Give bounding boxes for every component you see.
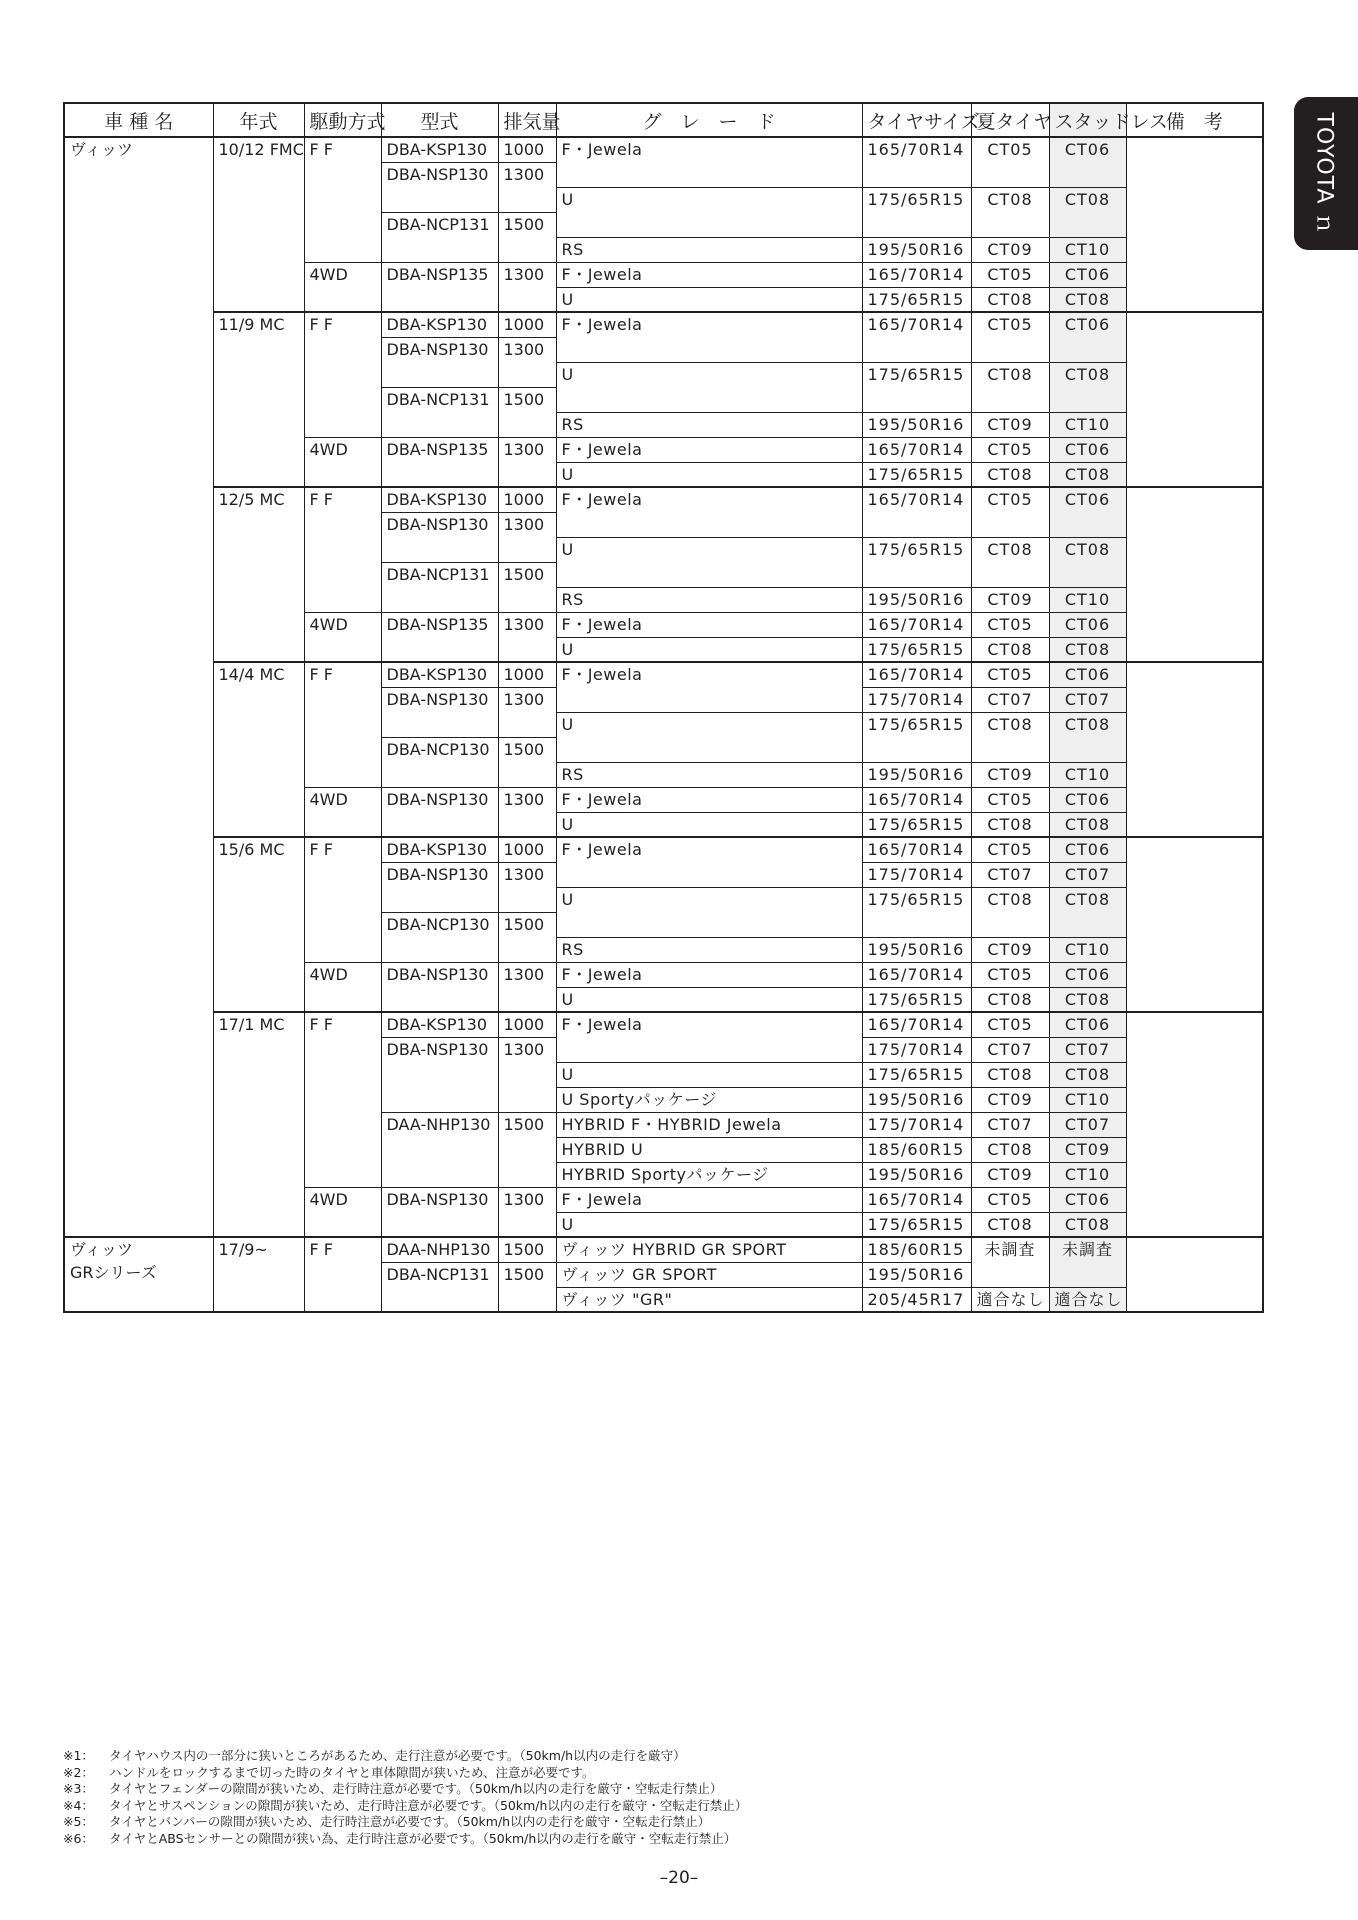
tire-size-cell: 175/65R15 — [862, 537, 971, 587]
studless-cell: CT06 — [1049, 1187, 1126, 1212]
displacement-cell: 1300 — [498, 162, 556, 212]
tire-size-cell: 175/65R15 — [862, 887, 971, 937]
type-cell: DBA-NSP130 — [381, 962, 498, 1012]
summer-tire-cell: CT08 — [971, 1137, 1049, 1162]
grade-cell: F・Jewela — [556, 837, 862, 887]
summer-tire-cell: CT07 — [971, 862, 1049, 887]
grade-cell: ヴィッツ HYBRID GR SPORT — [556, 1237, 862, 1262]
tire-size-cell: 165/70R14 — [862, 962, 971, 987]
tire-size-cell: 195/50R16 — [862, 1087, 971, 1112]
model-name-cell — [64, 137, 213, 1237]
grade-cell: RS — [556, 762, 862, 787]
spec-table-body — [64, 137, 1263, 1312]
footnote — [63, 1798, 1063, 1815]
grade-cell: U — [556, 187, 862, 237]
grade-cell: F・Jewela — [556, 662, 862, 712]
grade-cell: F・Jewela — [556, 487, 862, 537]
footnote — [63, 1765, 1063, 1782]
remarks-cell — [1126, 1237, 1263, 1312]
grade-cell: HYBRID Sportyパッケージ — [556, 1162, 862, 1187]
header-drive: 駆動方式 — [304, 103, 381, 137]
summer-tire-cell: CT07 — [971, 1112, 1049, 1137]
studless-cell: CT06 — [1049, 962, 1126, 987]
summer-tire-cell: CT05 — [971, 137, 1049, 187]
table-row — [64, 1012, 1263, 1037]
displacement-cell: 1300 — [498, 687, 556, 737]
tire-size-cell: 195/50R16 — [862, 762, 971, 787]
tire-size-cell: 175/70R14 — [862, 862, 971, 887]
page-number: –20– — [659, 1868, 699, 1888]
grade-cell: RS — [556, 937, 862, 962]
header-grade: グ レ ー ド — [556, 103, 862, 137]
footnote-text: タイヤとバンパーの隙間が狭いため、走行時注意が必要です。（50km/h以内の走行を厳守・空転走行禁止） — [109, 1814, 711, 1829]
footnotes — [63, 1748, 1063, 1847]
studless-cell: CT06 — [1049, 312, 1126, 362]
footnote-text: タイヤとABSセンサーとの隙間が狭い為、走行時注意が必要です。（50km/h以内の走行を厳守・空転走行禁止） — [109, 1830, 737, 1846]
summer-tire-cell: CT09 — [971, 587, 1049, 612]
displacement-cell: 1300 — [498, 962, 556, 1012]
summer-tire-cell: CT05 — [971, 837, 1049, 862]
table-row — [64, 312, 1263, 337]
tire-size-cell: 195/50R16 — [862, 587, 971, 612]
tire-size-cell: 165/70R14 — [862, 837, 971, 862]
tire-size-cell: 165/70R14 — [862, 437, 971, 462]
displacement-cell: 1000 — [498, 312, 556, 337]
tire-size-cell: 175/70R14 — [862, 1112, 971, 1137]
studless-cell: CT08 — [1049, 987, 1126, 1012]
summer-tire-cell: CT09 — [971, 237, 1049, 262]
side-tab-label: TOYOTA ｎ — [1311, 112, 1337, 235]
type-cell: DBA-NCP131 — [381, 387, 498, 437]
displacement-cell: 1500 — [498, 387, 556, 437]
grade-cell: U — [556, 537, 862, 587]
displacement-cell: 1000 — [498, 487, 556, 512]
studless-cell: CT06 — [1049, 612, 1126, 637]
summer-tire-cell: CT07 — [971, 687, 1049, 712]
model-name-line: ヴィッツ — [70, 1240, 134, 1259]
drive-cell: 4WD — [304, 1187, 381, 1237]
summer-tire-cell: CT08 — [971, 712, 1049, 762]
displacement-cell: 1500 — [498, 562, 556, 612]
summer-tire-cell: CT05 — [971, 312, 1049, 362]
tire-size-cell: 175/70R14 — [862, 687, 971, 712]
studless-cell: CT08 — [1049, 887, 1126, 937]
summer-tire-cell: CT09 — [971, 1162, 1049, 1187]
drive-cell: F F — [304, 137, 381, 262]
studless-cell: CT06 — [1049, 437, 1126, 462]
remarks-cell — [1126, 837, 1263, 1012]
grade-cell: U — [556, 287, 862, 312]
grade-cell: U — [556, 1212, 862, 1237]
type-cell: DBA-NSP135 — [381, 437, 498, 487]
remarks-cell — [1126, 312, 1263, 487]
grade-cell: F・Jewela — [556, 962, 862, 987]
tire-size-cell: 165/70R14 — [862, 787, 971, 812]
tire-size-cell: 195/50R16 — [862, 1262, 971, 1287]
side-tab — [1294, 97, 1358, 250]
footnote-mark: ※6： — [63, 1830, 94, 1846]
grade-cell: RS — [556, 412, 862, 437]
studless-cell: CT06 — [1049, 1012, 1126, 1037]
summer-tire-cell: CT08 — [971, 362, 1049, 412]
drive-cell: 4WD — [304, 962, 381, 1012]
studless-cell: CT08 — [1049, 637, 1126, 662]
type-cell: DBA-NCP131 — [381, 212, 498, 262]
studless-cell: CT07 — [1049, 862, 1126, 887]
grade-cell: RS — [556, 587, 862, 612]
studless-cell: CT06 — [1049, 262, 1126, 287]
displacement-cell: 1500 — [498, 1112, 556, 1187]
summer-tire-cell: CT08 — [971, 1062, 1049, 1087]
summer-tire-cell: CT09 — [971, 762, 1049, 787]
grade-cell: U — [556, 362, 862, 412]
studless-cell: CT08 — [1049, 712, 1126, 762]
grade-cell: F・Jewela — [556, 262, 862, 287]
summer-tire-cell: CT08 — [971, 187, 1049, 237]
type-cell: DBA-NCP130 — [381, 912, 498, 962]
summer-tire-cell: CT05 — [971, 1012, 1049, 1037]
footnote — [63, 1781, 1063, 1798]
studless-cell: CT10 — [1049, 937, 1126, 962]
header-summer-tire: 夏タイヤ — [971, 103, 1049, 137]
type-cell: DBA-KSP130 — [381, 1012, 498, 1037]
year-cell: 17/9~ — [213, 1237, 304, 1312]
summer-tire-cell: 適合なし — [971, 1287, 1049, 1312]
type-cell: DBA-KSP130 — [381, 837, 498, 862]
studless-cell: CT10 — [1049, 587, 1126, 612]
grade-cell: U — [556, 462, 862, 487]
type-cell: DBA-KSP130 — [381, 137, 498, 162]
tire-size-cell: 185/60R15 — [862, 1237, 971, 1262]
displacement-cell: 1300 — [498, 862, 556, 912]
type-cell: DBA-NSP135 — [381, 262, 498, 312]
tire-size-cell: 195/50R16 — [862, 937, 971, 962]
tire-size-cell: 195/50R16 — [862, 237, 971, 262]
summer-tire-cell: CT08 — [971, 812, 1049, 837]
studless-cell: CT10 — [1049, 412, 1126, 437]
summer-tire-cell: CT05 — [971, 437, 1049, 462]
header-studless: スタッドレス — [1049, 103, 1126, 137]
summer-tire-cell: CT05 — [971, 787, 1049, 812]
displacement-cell: 1500 — [498, 1262, 556, 1312]
summer-tire-cell: CT08 — [971, 1212, 1049, 1237]
grade-cell: U — [556, 887, 862, 937]
grade-cell: RS — [556, 237, 862, 262]
header-remarks: 備 考 — [1126, 103, 1263, 137]
tire-size-cell: 175/65R15 — [862, 187, 971, 237]
drive-cell: F F — [304, 487, 381, 612]
tire-size-cell: 185/60R15 — [862, 1137, 971, 1162]
header-displacement: 排気量 — [498, 103, 556, 137]
displacement-cell: 1500 — [498, 212, 556, 262]
type-cell: DBA-NSP130 — [381, 337, 498, 387]
table-row — [64, 487, 1263, 512]
tire-size-cell: 165/70R14 — [862, 662, 971, 687]
tire-size-cell: 175/65R15 — [862, 712, 971, 762]
displacement-cell: 1300 — [498, 437, 556, 487]
footnote-text: タイヤとサスペンションの隙間が狭いため、走行時注意が必要です。（50km/h以内の走行を厳守・空転走行禁止） — [109, 1797, 748, 1813]
type-cell: DBA-NSP135 — [381, 612, 498, 662]
summer-tire-cell: CT07 — [971, 1037, 1049, 1062]
drive-cell: 4WD — [304, 262, 381, 312]
summer-tire-cell: CT05 — [971, 262, 1049, 287]
drive-cell: F F — [304, 1237, 381, 1312]
type-cell: DBA-NSP130 — [381, 687, 498, 737]
footnote-mark: ※2： — [63, 1764, 94, 1780]
studless-cell: CT08 — [1049, 462, 1126, 487]
grade-cell: F・Jewela — [556, 1187, 862, 1212]
summer-tire-cell: CT09 — [971, 937, 1049, 962]
grade-cell: U — [556, 1062, 862, 1087]
grade-cell: HYBRID U — [556, 1137, 862, 1162]
tire-size-cell: 175/65R15 — [862, 1212, 971, 1237]
year-cell: 11/9 MC — [213, 312, 304, 487]
type-cell: DBA-NCP131 — [381, 1262, 498, 1312]
type-cell: DBA-NCP131 — [381, 562, 498, 612]
remarks-cell — [1126, 662, 1263, 837]
type-cell: DBA-NSP130 — [381, 862, 498, 912]
studless-cell: CT08 — [1049, 362, 1126, 412]
displacement-cell: 1500 — [498, 912, 556, 962]
grade-cell: F・Jewela — [556, 1012, 862, 1062]
summer-tire-cell: CT08 — [971, 637, 1049, 662]
displacement-cell: 1300 — [498, 787, 556, 837]
displacement-cell: 1000 — [498, 137, 556, 162]
footnote — [63, 1831, 1063, 1848]
footnote-mark: ※5： — [63, 1814, 94, 1829]
type-cell: DAA-NHP130 — [381, 1112, 498, 1187]
tire-size-cell: 175/65R15 — [862, 987, 971, 1012]
tire-size-cell: 165/70R14 — [862, 312, 971, 362]
tire-size-cell: 175/65R15 — [862, 812, 971, 837]
remarks-cell — [1126, 1012, 1263, 1237]
grade-cell: F・Jewela — [556, 312, 862, 362]
year-cell: 14/4 MC — [213, 662, 304, 837]
displacement-cell: 1300 — [498, 612, 556, 662]
grade-cell: F・Jewela — [556, 137, 862, 187]
header-row — [64, 103, 1263, 137]
grade-cell: HYBRID F・HYBRID Jewela — [556, 1112, 862, 1137]
table-row — [64, 837, 1263, 862]
studless-cell: CT08 — [1049, 187, 1126, 237]
footnote-text: ハンドルをロックするまで切った時のタイヤと車体隙間が狭いため、注意が必要です。 — [109, 1764, 595, 1780]
type-cell: DBA-NCP130 — [381, 737, 498, 787]
summer-tire-cell: CT09 — [971, 412, 1049, 437]
studless-cell: CT08 — [1049, 537, 1126, 587]
type-cell: DBA-KSP130 — [381, 487, 498, 512]
spec-table — [63, 102, 1264, 1313]
drive-cell: F F — [304, 1012, 381, 1187]
footnote-text: タイヤハウス内の一部分に狭いところがあるため、走行注意が必要です。（50km/h以内の走行を厳守） — [109, 1748, 686, 1763]
tire-size-cell: 175/65R15 — [862, 462, 971, 487]
studless-cell: CT06 — [1049, 137, 1126, 187]
displacement-cell: 1000 — [498, 837, 556, 862]
tire-size-cell: 175/65R15 — [862, 287, 971, 312]
studless-cell: CT06 — [1049, 837, 1126, 862]
header-model-name: 車 種 名 — [64, 103, 213, 137]
summer-tire-cell: CT08 — [971, 537, 1049, 587]
tire-size-cell: 165/70R14 — [862, 487, 971, 537]
year-cell: 15/6 MC — [213, 837, 304, 1012]
model-name-cell — [64, 1237, 213, 1312]
studless-cell: CT06 — [1049, 487, 1126, 537]
studless-cell: CT07 — [1049, 1037, 1126, 1062]
grade-cell: F・Jewela — [556, 437, 862, 462]
type-cell: DAA-NHP130 — [381, 1237, 498, 1262]
summer-tire-cell: CT08 — [971, 462, 1049, 487]
footnote-mark: ※1： — [63, 1748, 94, 1763]
header-type: 型式 — [381, 103, 498, 137]
studless-cell: CT07 — [1049, 687, 1126, 712]
model-name-line: ヴィッツ — [70, 140, 134, 159]
drive-cell: 4WD — [304, 612, 381, 662]
summer-tire-cell: CT09 — [971, 1087, 1049, 1112]
summer-tire-cell: CT08 — [971, 887, 1049, 937]
year-cell: 10/12 FMC — [213, 137, 304, 312]
tire-size-cell: 205/45R17 — [862, 1287, 971, 1312]
footnote — [63, 1814, 1063, 1831]
tire-size-cell: 195/50R16 — [862, 412, 971, 437]
remarks-cell — [1126, 137, 1263, 312]
table-row — [64, 137, 1263, 162]
studless-cell: CT08 — [1049, 287, 1126, 312]
studless-cell: CT10 — [1049, 1087, 1126, 1112]
drive-cell: F F — [304, 837, 381, 962]
displacement-cell: 1000 — [498, 662, 556, 687]
displacement-cell: 1300 — [498, 1037, 556, 1112]
table-row — [64, 1237, 1263, 1262]
summer-tire-cell: CT08 — [971, 987, 1049, 1012]
table-row — [64, 662, 1263, 687]
footnote — [63, 1748, 1063, 1765]
drive-cell: 4WD — [304, 787, 381, 837]
grade-cell: U — [556, 812, 862, 837]
tire-size-cell: 175/65R15 — [862, 637, 971, 662]
studless-cell: CT06 — [1049, 787, 1126, 812]
type-cell: DBA-NSP130 — [381, 1037, 498, 1112]
tire-size-cell: 175/65R15 — [862, 362, 971, 412]
grade-cell: ヴィッツ GR SPORT — [556, 1262, 862, 1287]
studless-cell: CT10 — [1049, 1162, 1126, 1187]
summer-tire-cell: CT05 — [971, 662, 1049, 687]
tire-size-cell: 165/70R14 — [862, 262, 971, 287]
type-cell: DBA-NSP130 — [381, 162, 498, 212]
tire-size-cell: 175/70R14 — [862, 1037, 971, 1062]
summer-tire-cell: CT08 — [971, 287, 1049, 312]
type-cell: DBA-KSP130 — [381, 312, 498, 337]
studless-cell: CT08 — [1049, 812, 1126, 837]
header-year: 年式 — [213, 103, 304, 137]
studless-cell: CT07 — [1049, 1112, 1126, 1137]
summer-tire-cell: CT05 — [971, 962, 1049, 987]
drive-cell: 4WD — [304, 437, 381, 487]
tire-size-cell: 165/70R14 — [862, 1012, 971, 1037]
tire-size-cell: 175/65R15 — [862, 1062, 971, 1087]
displacement-cell: 1300 — [498, 512, 556, 562]
studless-cell: 適合なし — [1049, 1287, 1126, 1312]
summer-tire-cell: CT05 — [971, 612, 1049, 637]
grade-cell: U — [556, 637, 862, 662]
studless-cell: CT06 — [1049, 662, 1126, 687]
displacement-cell: 1300 — [498, 337, 556, 387]
grade-cell: U — [556, 712, 862, 762]
tire-size-cell: 165/70R14 — [862, 137, 971, 187]
grade-cell: U — [556, 987, 862, 1012]
displacement-cell: 1500 — [498, 1237, 556, 1262]
footnote-mark: ※4： — [63, 1797, 94, 1813]
grade-cell: F・Jewela — [556, 787, 862, 812]
model-name-line: GRシリーズ — [70, 1263, 157, 1282]
summer-tire-cell: CT05 — [971, 1187, 1049, 1212]
footnote-mark: ※3： — [63, 1781, 94, 1796]
summer-tire-cell: 未調査 — [971, 1237, 1049, 1287]
studless-cell: 未調査 — [1049, 1237, 1126, 1287]
displacement-cell: 1300 — [498, 1187, 556, 1237]
tire-size-cell: 165/70R14 — [862, 1187, 971, 1212]
type-cell: DBA-KSP130 — [381, 662, 498, 687]
grade-cell: U Sportyパッケージ — [556, 1087, 862, 1112]
studless-cell: CT08 — [1049, 1212, 1126, 1237]
drive-cell: F F — [304, 662, 381, 787]
displacement-cell: 1000 — [498, 1012, 556, 1037]
header-tire-size: タイヤサイズ — [862, 103, 971, 137]
studless-cell: CT09 — [1049, 1137, 1126, 1162]
footnote-text: タイヤとフェンダーの隙間が狭いため、走行時注意が必要です。（50km/h以内の走行を厳守・空転走行禁止） — [109, 1781, 723, 1796]
remarks-cell — [1126, 487, 1263, 662]
year-cell: 12/5 MC — [213, 487, 304, 662]
tire-size-cell: 195/50R16 — [862, 1162, 971, 1187]
type-cell: DBA-NSP130 — [381, 1187, 498, 1237]
grade-cell: F・Jewela — [556, 612, 862, 637]
year-cell: 17/1 MC — [213, 1012, 304, 1237]
summer-tire-cell: CT05 — [971, 487, 1049, 537]
type-cell: DBA-NSP130 — [381, 512, 498, 562]
studless-cell: CT08 — [1049, 1062, 1126, 1087]
drive-cell: F F — [304, 312, 381, 437]
tire-size-cell: 165/70R14 — [862, 612, 971, 637]
type-cell: DBA-NSP130 — [381, 787, 498, 837]
studless-cell: CT10 — [1049, 762, 1126, 787]
grade-cell: ヴィッツ "GR" — [556, 1287, 862, 1312]
displacement-cell: 1500 — [498, 737, 556, 787]
displacement-cell: 1300 — [498, 262, 556, 312]
studless-cell: CT10 — [1049, 237, 1126, 262]
